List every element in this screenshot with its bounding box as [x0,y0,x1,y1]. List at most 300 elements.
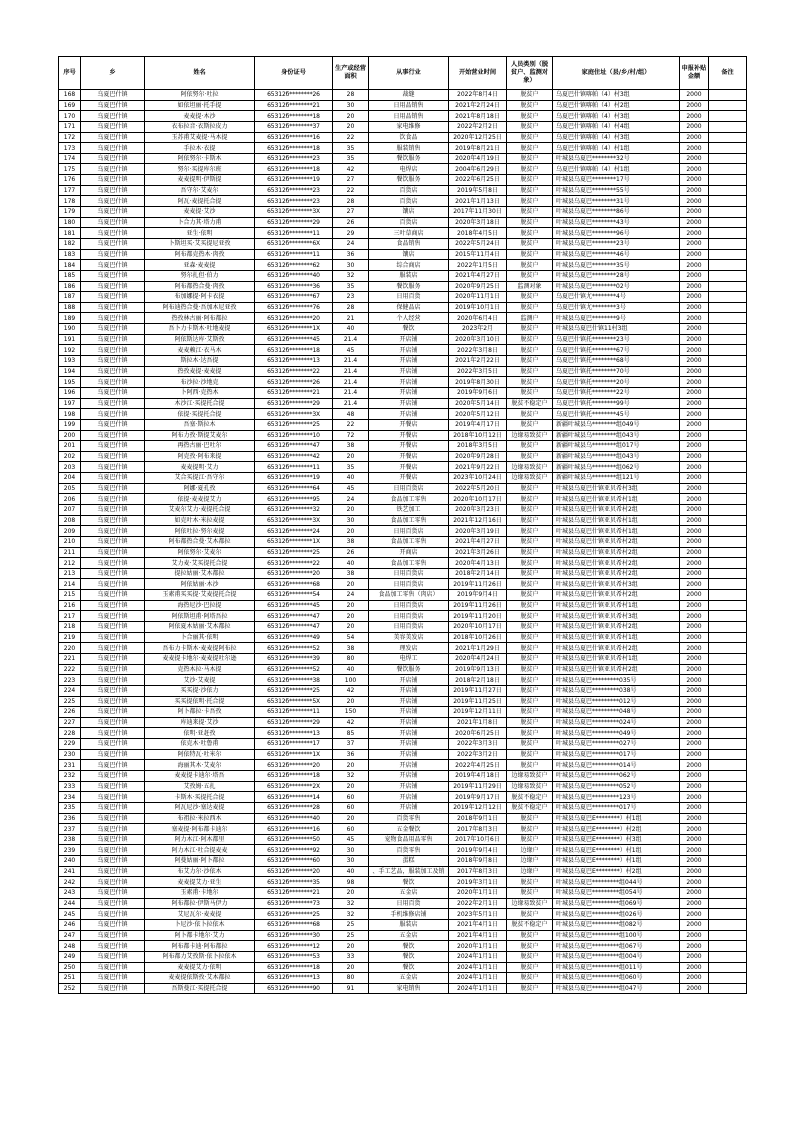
cell-start-date: 2022年3月5日 [449,366,507,377]
cell-id-number: 65312б********25 [255,685,333,696]
cell-id-number: 65312б********11 [255,707,333,718]
table-row [59,898,747,909]
cell-address: 乌夏巴什镇喀帕（4）村3组 [553,111,680,122]
cell-address: 叶城县乌夏巴********96号 [553,228,680,239]
cell-index: 190 [59,324,81,335]
cell-id-number: 65312б********90 [255,983,333,994]
cell-industry: 手机维修店铺 [369,909,449,920]
cell-township: 乌夏巴什镇 [81,728,145,739]
cell-address: 叶城县乌夏巴什镇亚贝希村3组 [553,483,680,494]
cell-name: 阿力木江·吐合提麦麦 [145,845,255,856]
cell-id-number: 65312б********47 [255,611,333,622]
cell-remarks [709,345,747,356]
cell-index: 231 [59,760,81,771]
table-row [59,590,747,601]
cell-area: 21.4 [333,387,369,398]
cell-start-date: 2020年4月13日 [449,558,507,569]
cell-township: 乌夏巴什镇 [81,356,145,367]
cell-start-date: 2018年9月8日 [449,856,507,867]
cell-subsidy: 2000 [680,962,709,973]
cell-township: 乌夏巴什镇 [81,941,145,952]
cell-start-date: 2017年10月6日 [449,834,507,845]
cell-township: 乌夏巴什镇 [81,664,145,675]
cell-category: 边缘易致贫户 [507,781,553,792]
cell-category: 边缘户 [507,866,553,877]
cell-name: 依明·亚赶孜 [145,728,255,739]
cell-index: 223 [59,675,81,686]
cell-category: 边缘易致贫户 [507,462,553,473]
cell-remarks [709,441,747,452]
cell-name: 阿布都卡迪·阿布都拉 [145,941,255,952]
table-row [59,717,747,728]
cell-id-number: 65312б********23 [255,196,333,207]
cell-remarks [709,919,747,930]
cell-index: 221 [59,653,81,664]
cell-subsidy: 2000 [680,334,709,345]
cell-index: 211 [59,547,81,558]
cell-subsidy: 2000 [680,419,709,430]
cell-area: 40 [333,866,369,877]
table-row [59,611,747,622]
cell-index: 224 [59,685,81,696]
cell-industry: 开店铺 [369,802,449,813]
cell-name: 艾沙·艾麦提 [145,675,255,686]
cell-index: 197 [59,398,81,409]
cell-subsidy: 2000 [680,675,709,686]
cell-subsidy: 2000 [680,387,709,398]
cell-industry: 餐饮 [369,324,449,335]
cell-name: 阿克孜·阿布来提 [145,451,255,462]
cell-remarks [709,153,747,164]
cell-subsidy: 2000 [680,473,709,484]
cell-area: 20 [333,600,369,611]
cell-address: 叶城县乌夏巴*********017号 [553,749,680,760]
cell-id-number: 65312б********13 [255,356,333,367]
cell-township: 乌夏巴什镇 [81,675,145,686]
cell-start-date: 2024年1月1日 [449,962,507,973]
table-row [59,473,747,484]
cell-address: 叶城县乌夏巴********55号 [553,185,680,196]
cell-start-date: 2017年11月30日 [449,207,507,218]
cell-remarks [709,717,747,728]
cell-area: 26 [333,547,369,558]
cell-category: 脱贫户 [507,121,553,132]
cell-category: 脱贫户 [507,600,553,611]
cell-index: 196 [59,387,81,398]
cell-address: 乌夏巴什镇托********68号 [553,356,680,367]
cell-address: 叶城县乌夏巴*********组054号 [553,888,680,899]
cell-id-number: 65312б********10 [255,430,333,441]
cell-id-number: 65312б********3X [255,515,333,526]
cell-remarks [709,568,747,579]
cell-index: 189 [59,313,81,324]
cell-remarks [709,356,747,367]
table-row [59,951,747,962]
cell-address: 叶城县乌夏巴E********）村2组 [553,824,680,835]
cell-id-number: 65312б********1X [255,324,333,335]
cell-remarks [709,536,747,547]
table-row [59,313,747,324]
cell-industry: 开店铺 [369,717,449,728]
cell-industry: 开餐店 [369,441,449,452]
cell-name: 阿布都拉·伊斯马伊力 [145,898,255,909]
cell-category: 脱贫户 [507,536,553,547]
cell-area: 40 [333,324,369,335]
cell-category: 脱贫户 [507,717,553,728]
cell-start-date: 2021年1月8日 [449,717,507,728]
cell-area: 32 [333,909,369,920]
cell-id-number: 65312б********1X [255,749,333,760]
cell-index: 232 [59,771,81,782]
cell-index: 249 [59,951,81,962]
cell-township: 乌夏巴什镇 [81,739,145,750]
cell-id-number: 65312б********32 [255,504,333,515]
cell-index: 229 [59,739,81,750]
cell-name: 努尔·买提库尔班 [145,164,255,175]
table-row [59,824,747,835]
cell-start-date: 2022年3月2日 [449,749,507,760]
cell-remarks [709,313,747,324]
cell-remarks [709,728,747,739]
cell-id-number: 65312б********23 [255,185,333,196]
cell-industry: 开店铺 [369,398,449,409]
cell-name: 木沙江·买提托合提 [145,398,255,409]
cell-name: 阿卜都拉·卡吾孜 [145,707,255,718]
cell-start-date: 2020年5月12日 [449,409,507,420]
cell-subsidy: 2000 [680,739,709,750]
cell-address: 叶城县乌夏巴什镇亚贝希村1组 [553,632,680,643]
cell-area: 24 [333,590,369,601]
cell-name: 卜合力其·塔力甫 [145,217,255,228]
cell-subsidy: 2000 [680,579,709,590]
table-row [59,334,747,345]
cell-area: 20 [333,451,369,462]
cell-id-number: 65312б********45 [255,600,333,611]
cell-category: 脱贫户 [507,622,553,633]
cell-category: 脱贫户 [507,962,553,973]
cell-township: 乌夏巴什镇 [81,260,145,271]
cell-index: 238 [59,834,81,845]
cell-name: 麦麦提艾力·亚生 [145,877,255,888]
cell-remarks [709,175,747,186]
cell-start-date: 2004年6月29日 [449,164,507,175]
table-row [59,494,747,505]
cell-index: 244 [59,898,81,909]
table-row [59,653,747,664]
cell-index: 225 [59,696,81,707]
cell-address: 叶城县乌夏巴什镇亚贝希村3组 [553,611,680,622]
cell-id-number: 65312б********37 [255,121,333,132]
cell-id-number: 65312б********19 [255,473,333,484]
cell-subsidy: 2000 [680,558,709,569]
cell-category: 脱贫户 [507,739,553,750]
cell-id-number: 65312б********64 [255,483,333,494]
table-row [59,877,747,888]
cell-address: 叶城县乌夏巴*********052号 [553,781,680,792]
cell-area: 20 [333,962,369,973]
table-row [59,270,747,281]
cell-id-number: 65312б********11 [255,249,333,260]
cell-township: 乌夏巴什镇 [81,377,145,388]
cell-start-date: 2019年8月21日 [449,143,507,154]
cell-start-date: 2017年8月3日 [449,866,507,877]
cell-area: 29 [333,228,369,239]
cell-industry: 餐饮 [369,951,449,962]
cell-start-date: 2021年4月27日 [449,536,507,547]
cell-category: 脱贫户 [507,387,553,398]
cell-id-number: 65312б********20 [255,568,333,579]
cell-id-number: 65312б********21 [255,387,333,398]
cell-remarks [709,526,747,537]
cell-index: 184 [59,260,81,271]
cell-remarks [709,888,747,899]
cell-subsidy: 2000 [680,143,709,154]
cell-industry: 理发店 [369,643,449,654]
cell-township: 乌夏巴什镇 [81,951,145,962]
cell-subsidy: 2000 [680,324,709,335]
cell-index: 174 [59,153,81,164]
cell-category: 脱贫户 [507,419,553,430]
table-row [59,941,747,952]
cell-remarks [709,281,747,292]
cell-index: 187 [59,292,81,303]
cell-subsidy: 2000 [680,196,709,207]
cell-id-number: 65312б********47 [255,441,333,452]
table-row [59,526,747,537]
cell-start-date: 2020年4月24日 [449,653,507,664]
cell-category: 脱贫户 [507,377,553,388]
cell-subsidy: 2000 [680,760,709,771]
cell-index: 169 [59,100,81,111]
cell-area: 37 [333,739,369,750]
cell-index: 235 [59,802,81,813]
cell-category: 脱贫不稳定户 [507,802,553,813]
table-row [59,739,747,750]
cell-start-date: 2024年1月1日 [449,983,507,994]
cell-start-date: 2019年9月13日 [449,664,507,675]
cell-area: 20 [333,888,369,899]
cell-subsidy: 2000 [680,132,709,143]
table-row [59,685,747,696]
cell-start-date: 2021年4月27日 [449,270,507,281]
cell-start-date: 2020年9月28日 [449,451,507,462]
cell-remarks [709,696,747,707]
cell-id-number: 65312б********92 [255,845,333,856]
cell-remarks [709,270,747,281]
cell-address: 叶城县乌夏巴什镇亚贝希村1组 [553,600,680,611]
cell-township: 乌夏巴什镇 [81,930,145,941]
cell-township: 乌夏巴什镇 [81,334,145,345]
cell-category: 脱贫户 [507,888,553,899]
cell-index: 209 [59,526,81,537]
cell-township: 乌夏巴什镇 [81,547,145,558]
cell-category: 脱贫户 [507,653,553,664]
cell-area: 28 [333,302,369,313]
cell-name: 麦麦提卡迪尔·塔吾 [145,771,255,782]
cell-area: 24 [333,238,369,249]
cell-index: 215 [59,590,81,601]
cell-address: 叶城县乌夏巴*********062号 [553,771,680,782]
cell-id-number: 65312б********73 [255,898,333,909]
cell-name: 再热古丽·巴吐尔 [145,441,255,452]
cell-address: 叶城县乌夏巴*********017号 [553,802,680,813]
cell-remarks [709,143,747,154]
cell-address: 新疆叶城县乌********组017号 [553,441,680,452]
cell-start-date: 2021年1月29日 [449,643,507,654]
cell-area: 35 [333,462,369,473]
table-row [59,430,747,441]
cell-index: 178 [59,196,81,207]
cell-area: 42 [333,717,369,728]
cell-address: 叶城县乌夏巴什镇亚贝希村2组 [553,547,680,558]
cell-subsidy: 2000 [680,877,709,888]
cell-name: 阿卜都卡地尔·艾力 [145,930,255,941]
cell-index: 204 [59,473,81,484]
cell-address: 叶城县乌夏巴什镇亚贝希村1组 [553,515,680,526]
cell-start-date: 2019年12月11日 [449,707,507,718]
cell-start-date: 2018年10月12日 [449,430,507,441]
cell-area: 150 [333,707,369,718]
cell-index: 212 [59,558,81,569]
cell-start-date: 2018年9月1日 [449,813,507,824]
cell-name: 麦麦提依斯孜·艾木都拉 [145,973,255,984]
cell-industry: 日用百货店 [369,568,449,579]
cell-remarks [709,398,747,409]
cell-id-number: 65312б********29 [255,217,333,228]
cell-subsidy: 2000 [680,547,709,558]
cell-category: 脱贫户 [507,356,553,367]
cell-area: 38 [333,536,369,547]
cell-category: 脱贫户 [507,579,553,590]
cell-name: 麦麦提明·艾力 [145,462,255,473]
cell-industry: 开店铺 [369,792,449,803]
cell-industry: 日用百货店 [369,579,449,590]
cell-name: 海丽其木·艾麦尔 [145,760,255,771]
cell-address: 叶城县乌夏巴*********035号 [553,675,680,686]
cell-subsidy: 2000 [680,643,709,654]
table-row [59,356,747,367]
cell-remarks [709,334,747,345]
cell-subsidy: 2000 [680,781,709,792]
cell-start-date: 2021年12月16日 [449,515,507,526]
cell-start-date: 2019年9月17日 [449,792,507,803]
table-row [59,366,747,377]
cell-address: 叶城县乌夏巴什镇11村3组 [553,324,680,335]
cell-industry: 日用品销售 [369,111,449,122]
table-row [59,345,747,356]
cell-area: 20 [333,760,369,771]
cell-area: 35 [333,153,369,164]
cell-subsidy: 2000 [680,707,709,718]
cell-address: 乌夏巴什镇喀帕（4）村3组 [553,132,680,143]
cell-township: 乌夏巴什镇 [81,590,145,601]
cell-area: 20 [333,111,369,122]
cell-index: 172 [59,132,81,143]
cell-remarks [709,366,747,377]
cell-id-number: 65312б********18 [255,164,333,175]
cell-remarks [709,121,747,132]
cell-remarks [709,813,747,824]
table-row [59,749,747,760]
cell-remarks [709,409,747,420]
cell-category: 脱贫户 [507,941,553,952]
cell-area: 54 [333,632,369,643]
col-header-subsidy: 申报补贴金额 [680,57,709,90]
cell-address: 叶城县乌夏巴什镇亚贝希村1组 [553,526,680,537]
cell-subsidy: 2000 [680,313,709,324]
cell-industry: 开店铺 [369,728,449,739]
cell-township: 乌夏巴什镇 [81,494,145,505]
cell-subsidy: 2000 [680,366,709,377]
cell-township: 乌夏巴什镇 [81,653,145,664]
cell-address: 叶城县乌夏巴*********组004号 [553,951,680,962]
cell-area: 24 [333,494,369,505]
cell-area: 80 [333,653,369,664]
cell-industry: 百货零售 [369,845,449,856]
table-row [59,547,747,558]
cell-township: 乌夏巴什镇 [81,366,145,377]
cell-subsidy: 2000 [680,100,709,111]
cell-address: 叶城县乌夏巴E********）村3组 [553,834,680,845]
cell-id-number: 65312б********23 [255,153,333,164]
cell-start-date: 2019年11月26日 [449,600,507,611]
cell-start-date: 2022年3月8日 [449,345,507,356]
cell-id-number: 65312б********60 [255,856,333,867]
cell-area: 40 [333,558,369,569]
cell-address: 叶城县乌夏巴********17号 [553,175,680,186]
cell-index: 210 [59,536,81,547]
cell-category: 脱贫户 [507,185,553,196]
cell-name: 卜阿西·克热木 [145,387,255,398]
cell-subsidy: 2000 [680,983,709,994]
cell-index: 234 [59,792,81,803]
cell-subsidy: 2000 [680,973,709,984]
cell-address: 叶城县乌夏巴什镇亚贝希村2组 [553,568,680,579]
cell-industry: 日用百货店 [369,622,449,633]
table-row [59,771,747,782]
cell-industry: 开店铺 [369,749,449,760]
cell-name: 艾尼瓦尔·麦麦提 [145,909,255,920]
cell-address: 叶城县乌夏巴*********049号 [553,728,680,739]
cell-name: 艾麦尔艾力·麦提托合提 [145,504,255,515]
cell-subsidy: 2000 [680,951,709,962]
cell-industry: 餐饮 [369,962,449,973]
cell-index: 183 [59,249,81,260]
table-row [59,558,747,569]
col-header-address: 家庭住址（县/乡/村/组） [553,57,680,90]
table-row [59,622,747,633]
cell-id-number: 65312б********40 [255,270,333,281]
cell-remarks [709,504,747,515]
table-row [59,164,747,175]
cell-category: 脱贫户 [507,760,553,771]
cell-index: 216 [59,600,81,611]
cell-township: 乌夏巴什镇 [81,611,145,622]
table-row [59,728,747,739]
cell-area: 25 [333,930,369,941]
table-row [59,451,747,462]
table-body [59,90,747,994]
cell-subsidy: 2000 [680,494,709,505]
cell-address: 乌夏巴什镇尤********3号 [553,302,680,313]
col-header-id-number: 身份证号 [255,57,333,90]
cell-area: 30 [333,856,369,867]
table-row [59,504,747,515]
cell-address: 叶城县乌夏巴*********048号 [553,707,680,718]
cell-category: 脱贫户 [507,451,553,462]
cell-industry: 日用百货 [369,292,449,303]
cell-category: 脱贫户 [507,143,553,154]
